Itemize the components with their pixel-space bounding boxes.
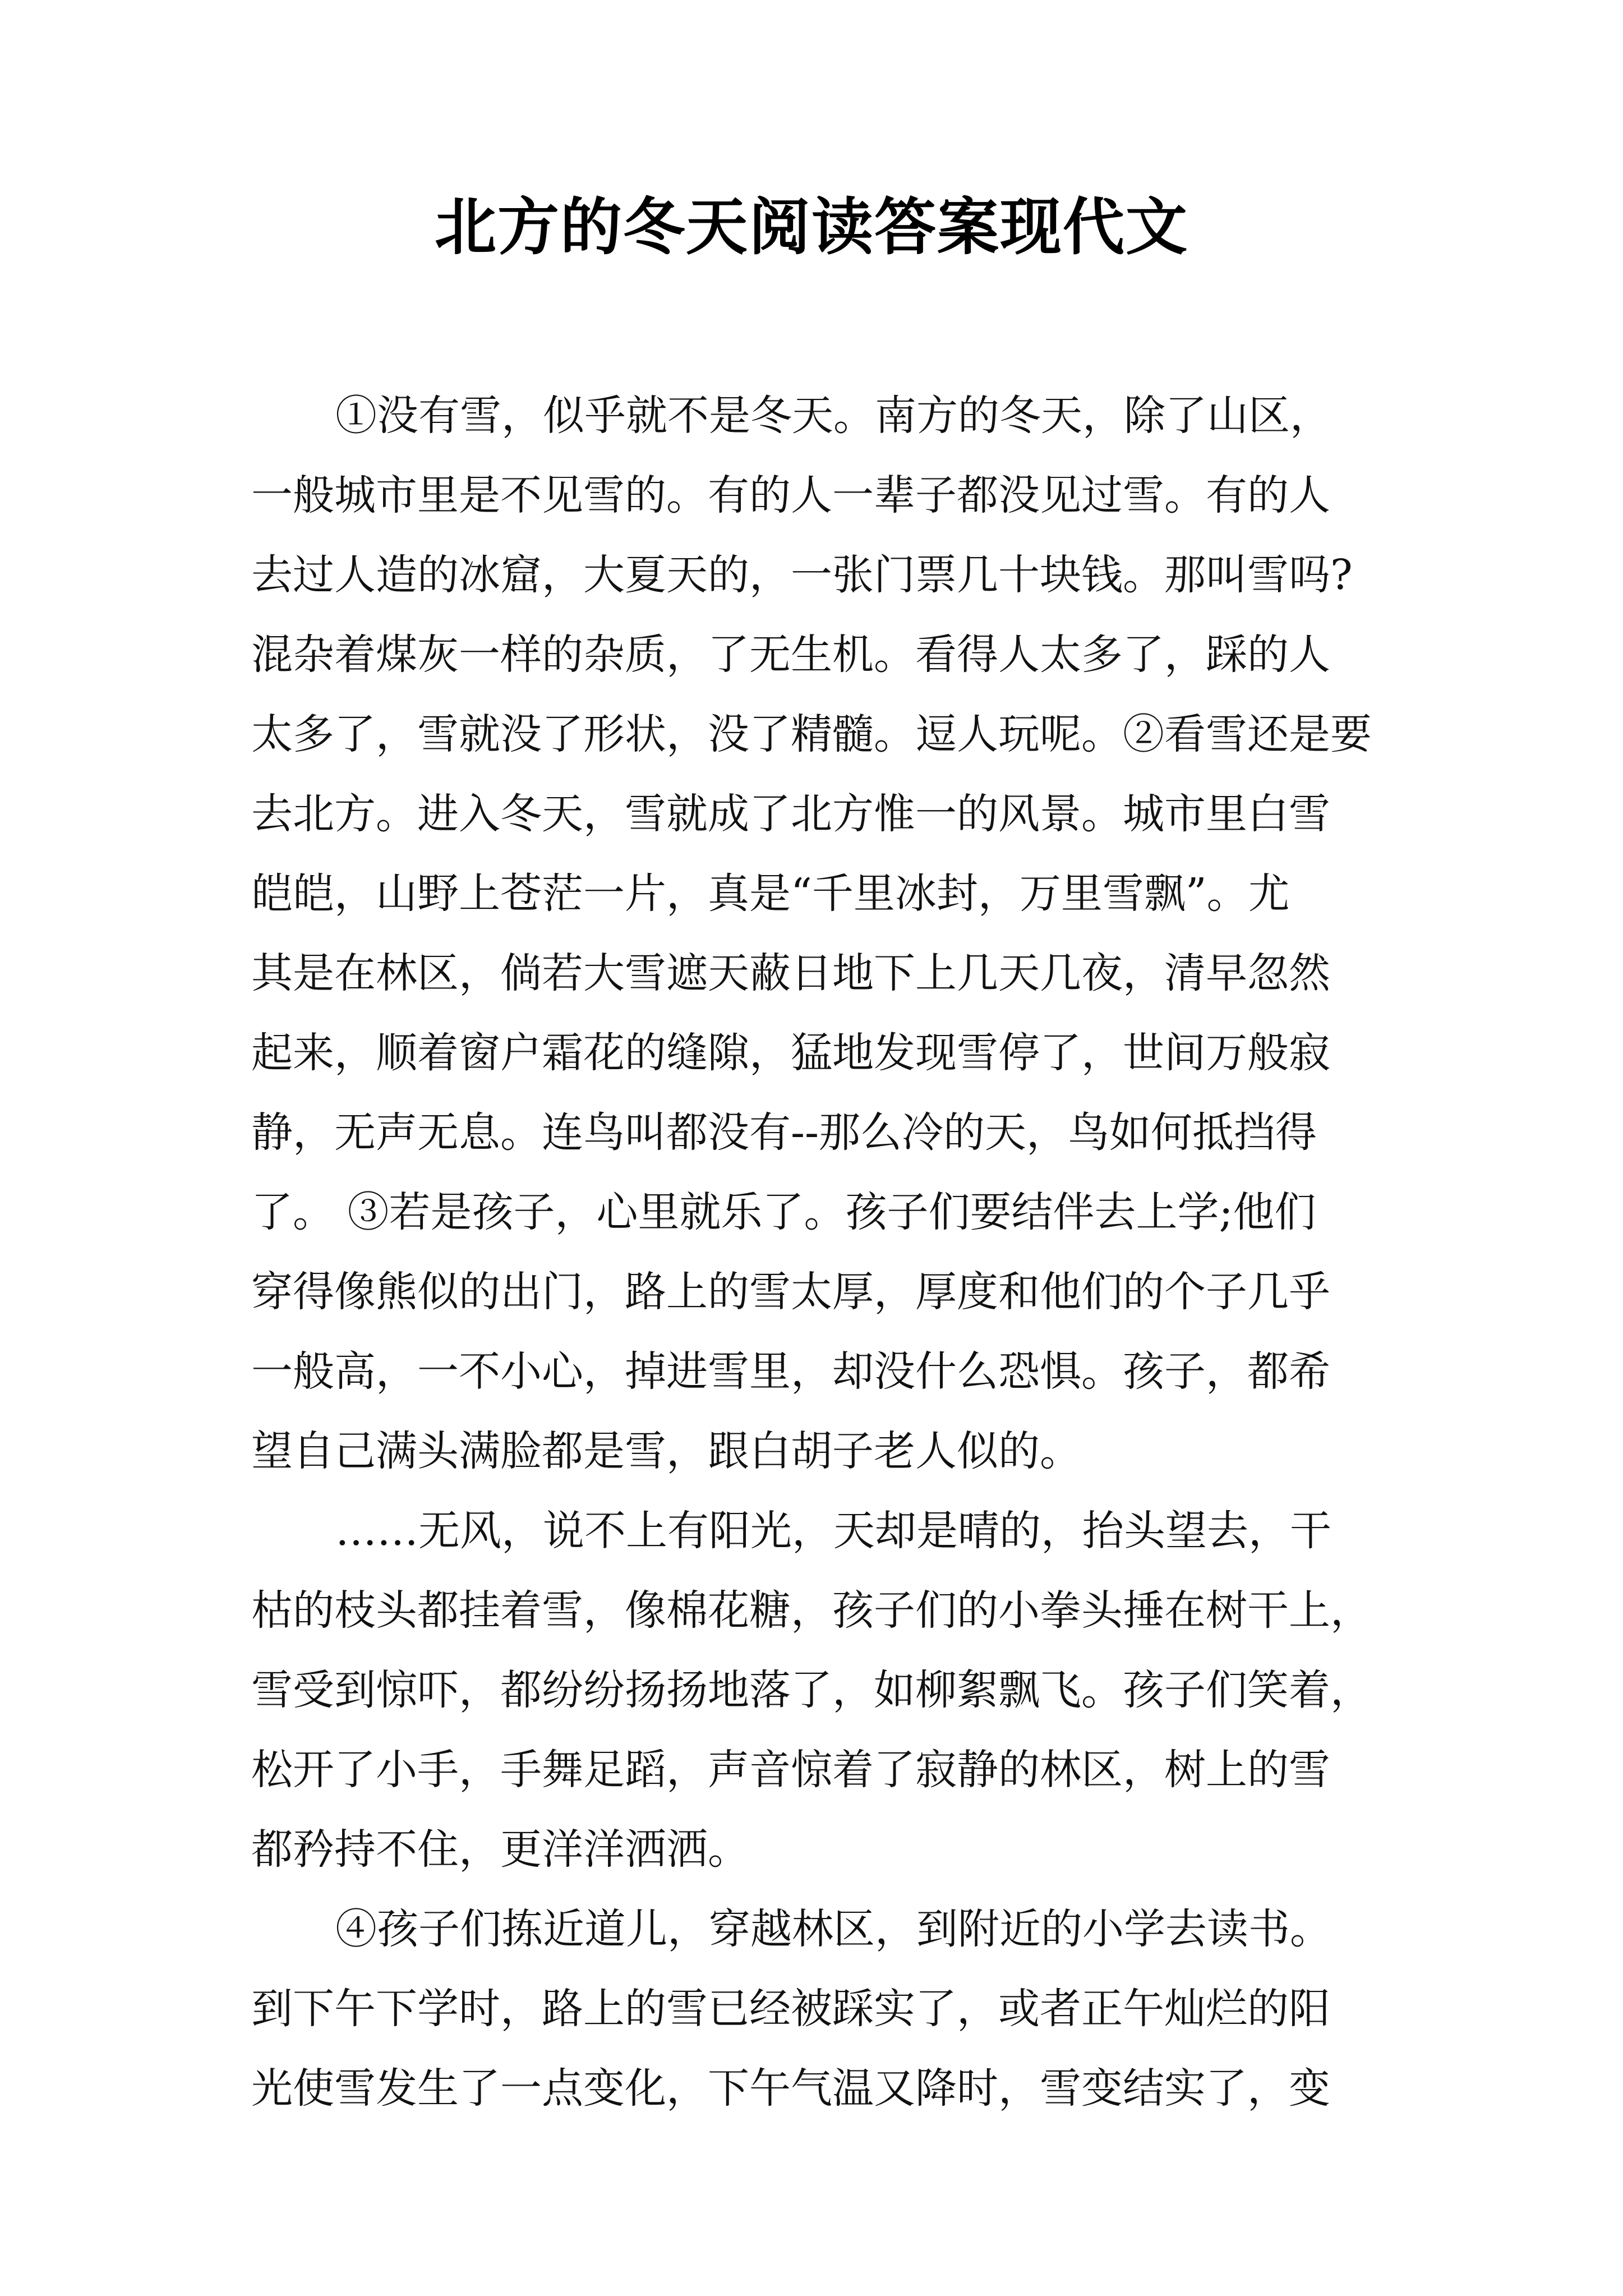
text-line: 一般城市里是不见雪的。有的人一辈子都没见过雪。有的人 xyxy=(251,471,1330,519)
text-line: 望自己满头满脸都是雪，跟白胡子老人似的。 xyxy=(251,1427,1081,1475)
text-line: 了。 ③若是孩子，心里就乐了。孩子们要结伴去上学;他们 xyxy=(251,1188,1316,1236)
text-line: 松开了小手，手舞足蹈，声音惊着了寂静的林区，树上的雪 xyxy=(251,1746,1330,1794)
text-line: ①没有雪，似乎就不是冬天。南方的冬天，除了山区， xyxy=(335,392,1331,440)
text-line: 其是在林区，倘若大雪遮天蔽日地下上几天几夜，清早忽然 xyxy=(251,949,1330,997)
text-line: 皑皑，山野上苍茫一片，真是“千里冰封，万里雪飘”。尤 xyxy=(251,869,1290,918)
text-line: ……无风，说不上有阳光，天却是晴的，抬头望去，干 xyxy=(335,1507,1331,1555)
page-title: 北方的冬天阅读答案现代文 xyxy=(435,191,1188,263)
text-line: 起来，顺着窗户霜花的缝隙，猛地发现雪停了，世间万般寂 xyxy=(251,1029,1330,1077)
text-line: 穿得像熊似的出门，路上的雪太厚，厚度和他们的个子几乎 xyxy=(251,1268,1330,1316)
text-line: 到下午下学时，路上的雪已经被踩实了，或者正午灿烂的阳 xyxy=(251,1985,1330,2033)
text-line: 静，无声无息。连鸟叫都没有--那么冷的天，鸟如何抵挡得 xyxy=(251,1108,1317,1157)
text-line: 混杂着煤灰一样的杂质，了无生机。看得人太多了，踩的人 xyxy=(251,631,1330,679)
text-line: 去北方。进入冬天，雪就成了北方惟一的风景。城市里白雪 xyxy=(251,790,1330,838)
text-line: 一般高，一不小心，掉进雪里，却没什么恐惧。孩子，都希 xyxy=(251,1347,1330,1396)
text-line: 雪受到惊吓，都纷纷扬扬地落了，如柳絮飘飞。孩子们笑着， xyxy=(251,1666,1372,1714)
article-body xyxy=(251,376,1395,2128)
text-line: 太多了，雪就没了形状，没了精髓。逗人玩呢。②看雪还是要 xyxy=(251,710,1372,758)
text-line: 光使雪发生了一点变化，下午气温又降时，雪变结实了，变 xyxy=(251,2064,1330,2113)
text-line: ④孩子们拣近道儿，穿越林区，到附近的小学去读书。 xyxy=(335,1905,1331,1953)
text-line: 都矜持不住，更洋洋洒洒。 xyxy=(251,1825,749,1874)
text-line: 枯的枝头都挂着雪，像棉花糖，孩子们的小拳头捶在树干上， xyxy=(251,1586,1372,1635)
text-line: 去过人造的冰窟，大夏天的，一张门票几十块钱。那叫雪吗? xyxy=(251,551,1353,599)
